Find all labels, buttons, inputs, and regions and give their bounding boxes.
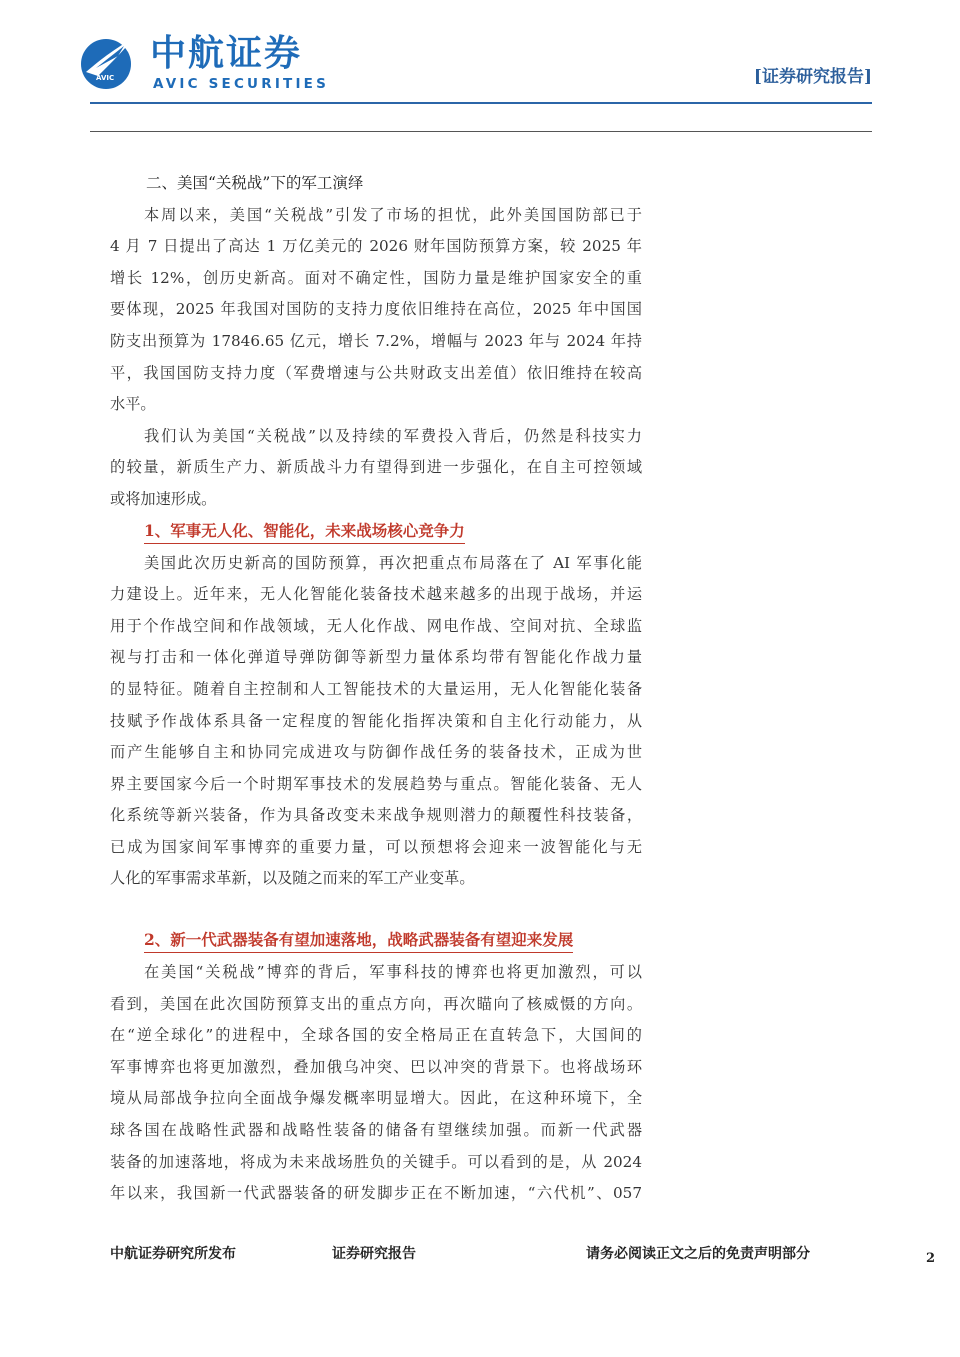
paragraph-line: 军事博弈也将更加激烈，叠加俄乌冲突、巴以冲突的背景下。也将战场环 [110, 1057, 642, 1076]
paragraph-line: 在“逆全球化”的进程中，全球各国的安全格局正在直转急下，大国间的 [110, 1026, 642, 1045]
header-divider [90, 102, 872, 104]
report-body [110, 168, 642, 1210]
paragraph-line: 美国此次历史新高的国防预算，再次把重点布局落在了 AI 军事化能 [144, 553, 642, 572]
paragraph-line: 界主要国家今后一个时期军事技术的发展趋势与重点。智能化装备、无人 [110, 774, 642, 793]
subheading-2: 2、新一代武器装备有望加速落地，战略武器装备有望迎来发展 [144, 928, 573, 953]
header-divider-thin [90, 131, 872, 132]
paragraph-2 [110, 421, 642, 516]
paragraph-line: 平，我国国防支持力度（军费增速与公共财政支出差值）依旧维持在较高 [110, 363, 642, 382]
paragraph-1 [110, 200, 642, 421]
paragraph-line: 视与打击和一体化弹道导弹防御等新型力量体系均带有智能化作战力量 [110, 648, 642, 667]
avic-emblem-icon [78, 32, 138, 92]
paragraph-line: 而产生能够自主和协同完成进攻与防御作战任务的装备技术，正成为世 [110, 743, 642, 762]
logo-english-name: AVIC SECURITIES [153, 76, 330, 92]
paragraph-line: 在美国“关税战”博弈的背后，军事科技的博弈也将更加激烈，可以 [144, 963, 642, 982]
paragraph-line: 我们认为美国“关税战”以及持续的军费投入背后，仍然是科技实力 [144, 426, 642, 445]
avic-badge-text: AVIC [96, 74, 115, 82]
paragraph-line: 装备的加速落地，将成为未来战场胜负的关键手。可以看到的是，从 2024 [110, 1152, 642, 1171]
report-type-tag: [证券研究报告] [753, 67, 872, 87]
footer-publisher: 中航证券研究所发布 [110, 1246, 236, 1262]
paragraph-line: 已成为国家间军事博弈的重要力量，可以预想将会迎来一波智能化与无 [110, 837, 642, 856]
paragraph-line: 4 月 7 日提出了高达 1 万亿美元的 2026 财年国防预算方案，较 2025 年 [110, 237, 642, 256]
paragraph-line: 的较量，新质生产力、新质战斗力有望得到进一步强化，在自主可控领域 [110, 458, 642, 477]
section-title: 二、美国“关税战”下的军工演绎 [146, 174, 364, 192]
subheading-1: 1、军事无人化、智能化，未来战场核心竞争力 [144, 519, 465, 544]
paragraph-line: 化系统等新兴装备，作为具备改变未来战争规则潜力的颠覆性科技装备， [110, 806, 642, 825]
footer-report-type: 证券研究报告 [332, 1246, 416, 1262]
paragraph-line: 境从局部战争拉向全面战争爆发概率明显增大。因此，在这种环境下，全 [110, 1089, 642, 1108]
footer-disclaimer: 请务必阅读正文之后的免责声明部分 [586, 1246, 810, 1262]
page-number: 2 [926, 1251, 936, 1266]
logo-chinese-name: 中航证券 [150, 33, 303, 74]
company-logo [78, 32, 338, 96]
paragraph-line: 的显特征。随着自主控制和人工智能技术的大量运用，无人化智能化装备 [110, 679, 642, 698]
paragraph-line: 看到，美国在此次国防预算支出的重点方向，再次瞄向了核威慑的方向。 [110, 994, 642, 1013]
paragraph-line: 本周以来，美国“关税战”引发了市场的担忧，此外美国国防部已于 [144, 205, 642, 224]
spacer [110, 895, 642, 925]
paragraph-line: 水平。 [110, 395, 156, 414]
paragraph-line: 年以来，我国新一代武器装备的研发脚步正在不断加速，“六代机”、057 [110, 1184, 642, 1203]
paragraph-line: 球各国在战略性武器和战略性装备的储备有望继续加强。而新一代武器 [110, 1121, 642, 1140]
paragraph-3 [110, 548, 642, 896]
paragraph-line: 或将加速形成。 [110, 489, 217, 508]
paragraph-line: 要体现，2025 年我国对国防的支持力度依旧维持在高位，2025 年中国国 [110, 300, 642, 319]
paragraph-line: 增长 12%，创历史新高。面对不确定性，国防力量是维护国家安全的重 [110, 268, 642, 287]
paragraph-line: 人化的军事需求革新，以及随之而来的军工产业变革。 [110, 869, 475, 888]
paragraph-line: 技赋予作战体系具备一定程度的智能化指挥决策和自主化行动能力，从 [110, 711, 642, 730]
paragraph-line: 力建设上。近年来，无人化智能化装备技术越来越多的出现于战场，并运 [110, 585, 642, 604]
paragraph-line: 防支出预算为 17846.65 亿元，增长 7.2%，增幅与 2023 年与 2024 年持 [110, 331, 642, 350]
paragraph-line: 用于个作战空间和作战领域，无人化作战、网电作战、空间对抗、全球监 [110, 616, 642, 635]
paragraph-4 [110, 957, 642, 1210]
